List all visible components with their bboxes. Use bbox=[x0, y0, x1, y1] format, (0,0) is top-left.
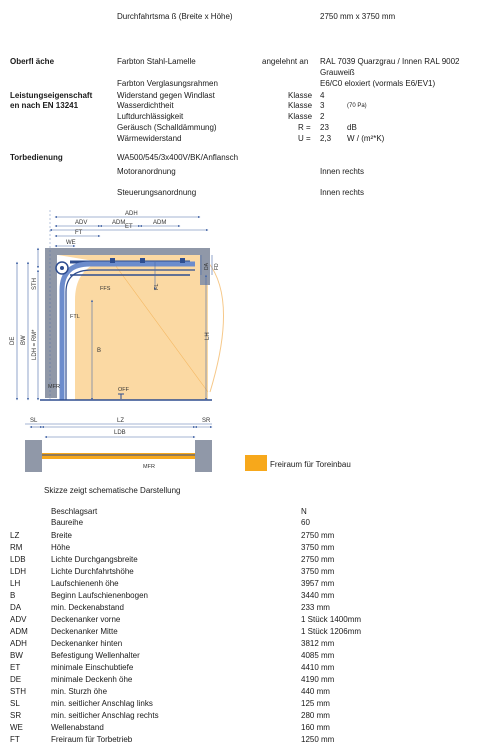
dim-label: ET bbox=[125, 224, 133, 230]
spec-value: 125 mm bbox=[301, 699, 330, 708]
perf-label: Wärmewiderstand bbox=[117, 134, 182, 143]
spec-code: FT bbox=[10, 735, 20, 744]
dim-label: DE bbox=[10, 336, 16, 345]
spec-label: Lichte Durchfahrtshöhe bbox=[51, 567, 134, 576]
spec-value: 2750 mm bbox=[301, 555, 335, 564]
motor-label: Motoranordnung bbox=[117, 167, 176, 176]
dim-label: FFS bbox=[100, 286, 111, 292]
clear-opening-value: 2750 mm x 3750 mm bbox=[320, 12, 396, 21]
frame-color-value: E6/C0 eloxiert (vormals E6/EV1) bbox=[320, 79, 436, 88]
spec-label: min. Deckenabstand bbox=[51, 603, 124, 612]
operator-model: WA500/545/3x400V/BK/Anflansch bbox=[117, 153, 239, 162]
spec-top-value: 60 bbox=[301, 518, 310, 527]
spec-top-label: Beschlagsart bbox=[51, 507, 98, 516]
door-plan bbox=[42, 453, 195, 459]
perf-val: 2 bbox=[320, 112, 325, 121]
perf-val: 2,3 bbox=[320, 134, 332, 143]
free-space-area bbox=[58, 255, 208, 400]
spec-label: Deckenanker hinten bbox=[51, 639, 123, 648]
spec-value: 160 mm bbox=[301, 723, 330, 732]
spec-code: DE bbox=[10, 675, 22, 684]
spec-code: DA bbox=[10, 603, 22, 612]
performance-heading: Leistungseigenschaft bbox=[10, 91, 93, 100]
spec-value: 3750 mm bbox=[301, 543, 335, 552]
spec-label: Lichte Durchgangsbreite bbox=[51, 555, 138, 564]
spec-code: ADH bbox=[10, 639, 27, 648]
dim-label: LDB bbox=[114, 430, 126, 436]
dim-label: FD bbox=[214, 263, 220, 270]
spec-code: LH bbox=[10, 579, 21, 588]
dim-label: DA bbox=[204, 263, 210, 270]
spec-value: 440 mm bbox=[301, 687, 330, 696]
perf-key: Klasse bbox=[288, 91, 313, 100]
dim-label: OFF bbox=[118, 387, 129, 393]
legend-swatch bbox=[245, 455, 267, 471]
spec-code: ET bbox=[10, 663, 21, 672]
spec-value: 3440 mm bbox=[301, 591, 335, 600]
perf-val: 4 bbox=[320, 91, 325, 100]
perf-key: Klasse bbox=[288, 112, 313, 121]
spec-value: 4410 mm bbox=[301, 663, 335, 672]
surface-heading: Oberfl äche bbox=[10, 57, 55, 66]
spec-code: B bbox=[10, 591, 16, 600]
spec-code: ADM bbox=[10, 627, 28, 636]
spec-code: SL bbox=[10, 699, 20, 708]
motor-value: Innen rechts bbox=[320, 167, 365, 176]
spec-value: 3812 mm bbox=[301, 639, 335, 648]
perf-label: Wasserdichtheit bbox=[117, 101, 174, 110]
dim-label: BW bbox=[21, 335, 27, 345]
spec-code: BW bbox=[10, 651, 23, 660]
steel-color-sub: angelehnt an bbox=[262, 57, 309, 66]
dim-label: MFR bbox=[143, 464, 155, 470]
perf-unit: (70 Pa) bbox=[347, 103, 367, 109]
perf-label: Widerstand gegen Windlast bbox=[117, 91, 215, 100]
dim-label: ADM bbox=[112, 220, 126, 226]
perf-unit: dB bbox=[347, 123, 357, 132]
spec-value: 1250 mm bbox=[301, 735, 335, 744]
spec-code: LZ bbox=[10, 531, 20, 540]
spec-label: Freiraum für Torbetrieb bbox=[51, 735, 133, 744]
spec-value: 4190 mm bbox=[301, 675, 335, 684]
spec-top-value: N bbox=[301, 507, 307, 516]
spec-value: 1 Stück 1400mm bbox=[301, 615, 362, 624]
perf-val: 3 bbox=[320, 101, 325, 110]
perf-label: Geräusch (Schalldämmung) bbox=[117, 123, 217, 132]
steel-color-label: Farbton Stahl-Lamelle bbox=[117, 57, 196, 66]
steel-color-value: RAL 7039 Quarzgrau / Innen RAL 9002 bbox=[320, 57, 460, 66]
perf-val: 23 bbox=[320, 123, 329, 132]
steel-color-value2: Grauweiß bbox=[320, 68, 355, 77]
spec-label: minimale Einschubtiefe bbox=[51, 663, 134, 672]
spec-top-label: Baureihe bbox=[51, 518, 84, 527]
spec-label: Befestigung Wellenhalter bbox=[51, 651, 140, 660]
ceiling-anchor-icon bbox=[110, 258, 115, 263]
perf-label: Luftdurchlässigkeit bbox=[117, 112, 184, 121]
dim-label: MFR bbox=[48, 384, 60, 390]
dim-label: ADH bbox=[125, 211, 138, 217]
spec-label: Deckenanker Mitte bbox=[51, 627, 118, 636]
spec-code: ADV bbox=[10, 615, 27, 624]
dim-label: LH bbox=[205, 332, 211, 340]
spec-label: Wellenabstand bbox=[51, 723, 104, 732]
ceiling-anchor-icon bbox=[140, 258, 145, 263]
control-label: Steuerungsanordnung bbox=[117, 188, 197, 197]
spec-value: 2750 mm bbox=[301, 531, 335, 540]
legend-label: Freiraum für Toreinbau bbox=[270, 460, 351, 469]
right-wall bbox=[195, 440, 212, 472]
dim-label: WE bbox=[66, 240, 76, 246]
dim-label: STH bbox=[32, 278, 38, 290]
dim-label: B bbox=[97, 348, 102, 354]
spec-value: 4085 mm bbox=[301, 651, 335, 660]
spec-label: Höhe bbox=[51, 543, 71, 552]
door-section-diagram bbox=[0, 195, 477, 475]
dim-label: SL bbox=[30, 418, 38, 424]
left-wall bbox=[25, 440, 42, 472]
spec-code: SR bbox=[10, 711, 22, 720]
spec-label: Breite bbox=[51, 531, 72, 540]
perf-key: R = bbox=[298, 123, 311, 132]
clear-opening-label: Durchfahrtsma ß (Breite x Höhe) bbox=[117, 12, 233, 21]
spec-label: min. seitlicher Anschlag links bbox=[51, 699, 153, 708]
spec-value: 3750 mm bbox=[301, 567, 335, 576]
spec-value: 233 mm bbox=[301, 603, 330, 612]
spec-label: Beginn Laufschienenbogen bbox=[51, 591, 148, 600]
spec-code: STH bbox=[10, 687, 26, 696]
ceiling-anchor-icon bbox=[180, 258, 185, 263]
spec-label: min. Sturzh öhe bbox=[51, 687, 108, 696]
lintel-wall bbox=[45, 248, 57, 398]
spec-label: minimale Deckenh öhe bbox=[51, 675, 133, 684]
dim-label: FTL bbox=[70, 314, 80, 320]
frame-color-label: Farbton Verglasungsrahmen bbox=[117, 79, 218, 88]
spec-value: 1 Stück 1206mm bbox=[301, 627, 362, 636]
spec-code: WE bbox=[10, 723, 23, 732]
spec-label: Laufschienenh öhe bbox=[51, 579, 119, 588]
spec-code: LDB bbox=[10, 555, 26, 564]
perf-key: Klasse bbox=[288, 101, 313, 110]
spec-label: min. seitlicher Anschlag rechts bbox=[51, 711, 159, 720]
spec-value: 280 mm bbox=[301, 711, 330, 720]
perf-unit: W / (m²*K) bbox=[347, 134, 385, 143]
spec-code: LDH bbox=[10, 567, 27, 576]
ceiling-slab bbox=[45, 248, 210, 255]
dim-label: ADV bbox=[75, 220, 88, 226]
dim-label: LDH = RM* bbox=[32, 329, 38, 360]
dim-label: SR bbox=[202, 418, 211, 424]
control-value: Innen rechts bbox=[320, 188, 365, 197]
dim-label: LZ bbox=[117, 418, 125, 424]
spec-code: RM bbox=[10, 543, 23, 552]
operator-heading: Torbedienung bbox=[10, 153, 63, 162]
spec-value: 3957 mm bbox=[301, 579, 335, 588]
dim-label: FT bbox=[75, 230, 83, 236]
dim-label: FL bbox=[154, 283, 160, 290]
diagram-caption: Skizze zeigt schematische Darstellung bbox=[44, 486, 181, 495]
perf-key: U = bbox=[298, 134, 311, 143]
spec-label: Deckenanker vorne bbox=[51, 615, 121, 624]
performance-heading-2: en nach EN 13241 bbox=[10, 101, 79, 110]
dim-label: ADM bbox=[153, 220, 167, 226]
